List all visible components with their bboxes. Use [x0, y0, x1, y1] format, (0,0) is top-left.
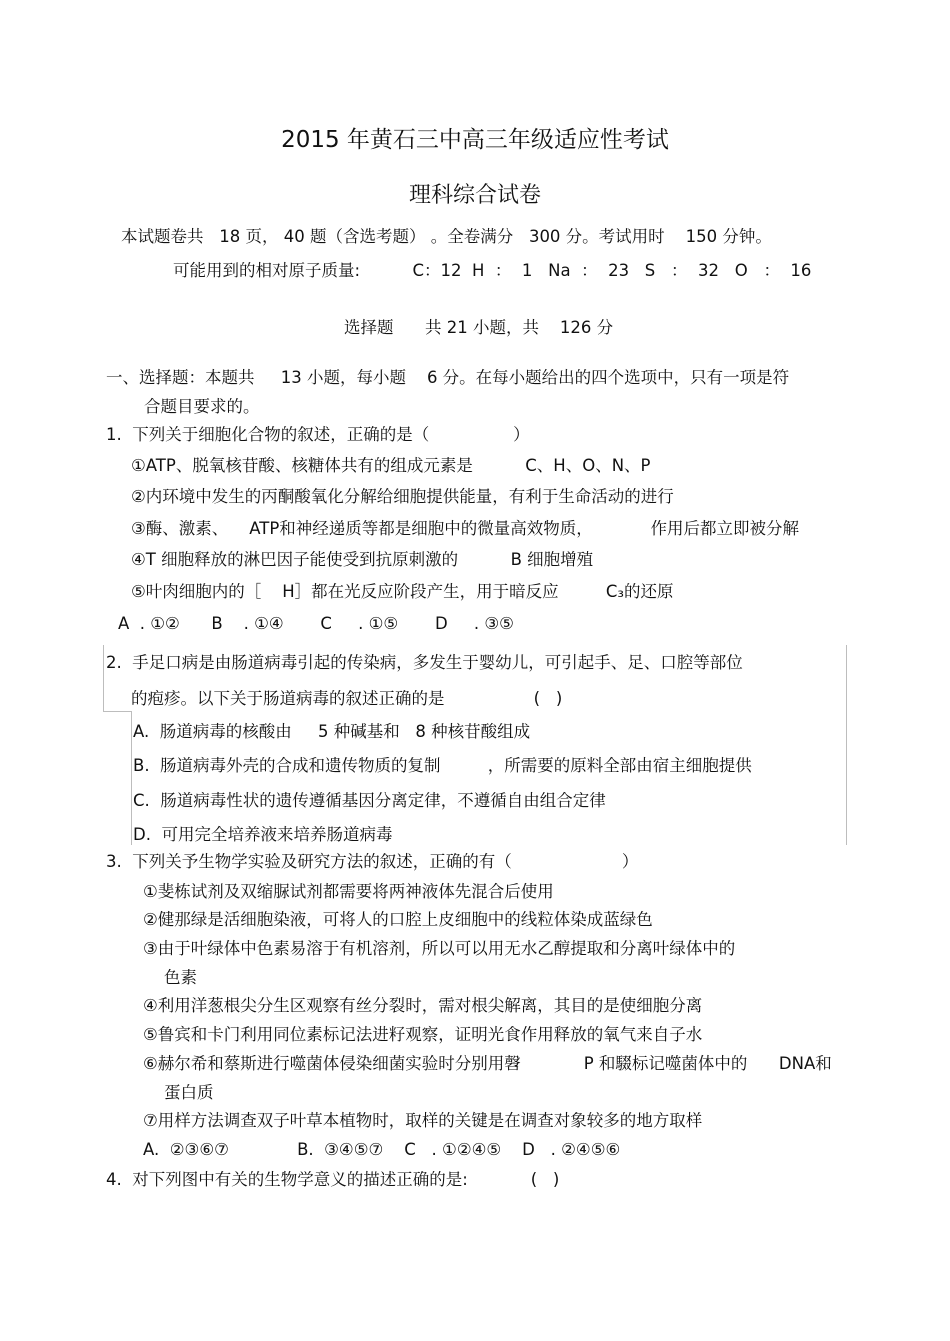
question-2-stem-cont: 的疱疹。以下关于肠道病毒的叙述正确的是 ( ): [131, 689, 563, 708]
question-2-option-a: A. 肠道病毒的核酸由 5 种碱基和 8 种核苷酸组成: [133, 722, 531, 741]
question-3-options: A. ②③⑥⑦ B. ③④⑤⑦ C . ①②④⑤ D . ②④⑤⑥: [143, 1140, 621, 1159]
question-1-item: ④T 细胞释放的淋巴因子能使受到抗原刺激的 B 细胞增殖: [131, 550, 594, 569]
exam-title: 2015 年黄石三中高三年级适应性考试: [281, 127, 669, 153]
question-2-stem: 2. 手足口病是由肠道病毒引起的传染病，多发生于婴幼儿，可引起手、足、口腔等部位: [106, 653, 743, 672]
question-3-item: ⑦用样方法调查双子叶草本植物时，取样的关键是在调查对象较多的地方取样: [143, 1111, 703, 1130]
question-3-item-cont: 蛋白质: [164, 1083, 214, 1102]
question-3-item: ⑤鲁宾和卡门利用同位素标记法进籽观察，证明光食作用释放的氧气来自子水: [143, 1025, 703, 1044]
question-1-stem: 1. 下列关于细胞化合物的叙述，正确的是（ ）: [106, 425, 530, 444]
question-3-stem: 3. 下列关予生物学实验及研究方法的叙述，正确的有（ ）: [106, 852, 639, 871]
question-3-item: ⑥赫尔希和蔡斯进行噬菌体侵染细菌实验时分别用㲈 P 和䮕标记噬菌体中的 DNA和: [143, 1054, 832, 1073]
bracket-line: [846, 645, 847, 845]
bracket-line: [131, 711, 132, 845]
question-2-option-b: B. 肠道病毒外壳的合成和遗传物质的复制 ，所需要的原料全部由宿主细胞提供: [133, 756, 752, 775]
question-3-item: ③由于叶绿体中色素易溶于有机溶剂，所以可以用无水乙醇提取和分离叶绿体中的: [143, 939, 736, 958]
question-4-stem: 4. 对下列图中有关的生物学意义的描述正确的是: ( ): [106, 1170, 560, 1189]
exam-subtitle: 理科综合试卷: [408, 183, 541, 208]
bracket-line: [103, 645, 104, 711]
section-intro: 一、选择题：本题共 13 小题，每小题 6 分。在每小题给出的四个选项中，只有一项是符: [106, 368, 790, 387]
atomic-mass-line: 可能用到的相对原子质量: C：12 H ： 1 Na ： 23 S ： 32 O ： 16: [173, 261, 812, 280]
question-1-item: ②内环境中发生的丙酮酸氧化分解给细胞提供能量，有利于生命活动的进行: [131, 487, 674, 506]
section-heading: 选择题 共 21 小题，共 126 分: [344, 318, 614, 337]
question-2-option-d: D. 可用完全培养液来培养肠道病毒: [133, 825, 393, 844]
question-3-item-cont: 色素: [164, 968, 197, 987]
question-1-item: ①ATP、脱氧核苷酸、核糖体共有的组成元素是 C、H、O、N、P: [131, 456, 651, 475]
exam-info: 本试题卷共 18 页， 40 题（含选考题） 。全卷满分 300 分。考试用时 150 分钟。: [121, 227, 772, 246]
question-3-item: ①斐栋试剂及双缩脲试剂都需要将两神液体先混合后使用: [143, 882, 554, 901]
question-1-item: ③酶、激素、 ATP和神经递质等都是细胞中的微量高效物质， 作用后都立即被分解: [131, 519, 800, 538]
question-1-options: A . ①② B . ①④ C . ①⑤ D . ③⑤: [118, 614, 514, 633]
question-3-item: ②健那绿是活细胞染液，可将人的口腔上皮细胞中的线粒体染成蓝绿色: [143, 910, 653, 929]
bracket-line: [103, 711, 131, 712]
question-2-option-c: C. 肠道病毒性状的遗传遵循基因分离定律，不遵循自由组合定律: [133, 791, 606, 810]
question-3-item: ④利用洋葱根尖分生区观察有丝分裂时，需对根尖解离，其目的是使细胞分离: [143, 996, 703, 1015]
question-1-item: ⑤叶肉细胞内的［ H］都在光反应阶段产生，用于暗反应 C₃的还原: [131, 582, 674, 601]
section-intro-cont: 合题目要求的。: [144, 397, 260, 416]
